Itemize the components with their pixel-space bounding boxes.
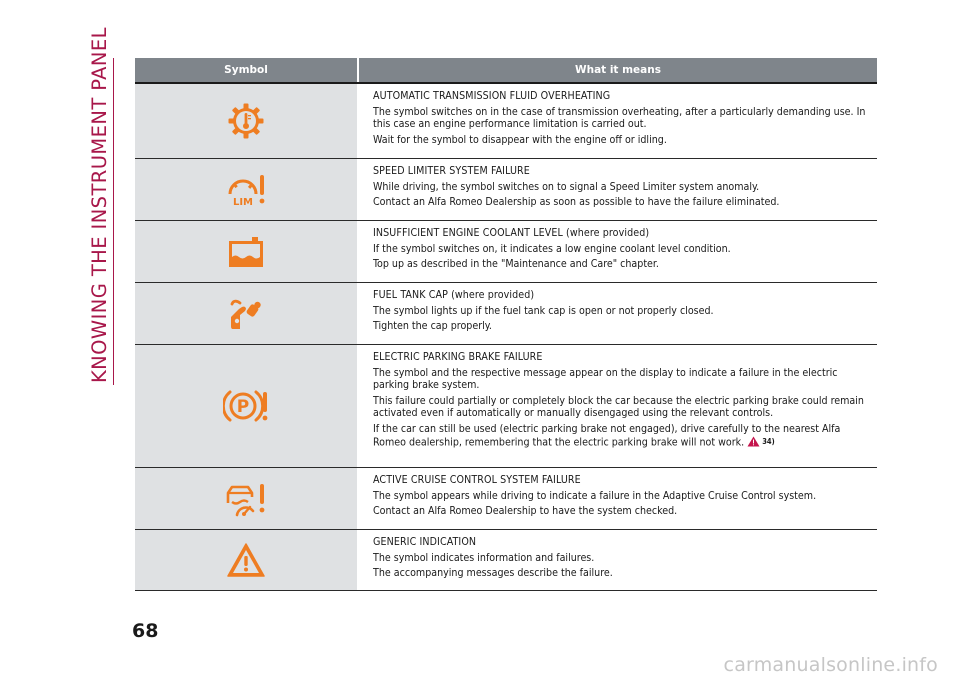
svg-text:P: P bbox=[236, 397, 250, 417]
description-cell bbox=[359, 221, 877, 282]
row-paragraph: Tighten the cap properly. bbox=[373, 320, 492, 333]
description-cell bbox=[359, 283, 877, 344]
warning-reference[interactable] bbox=[747, 436, 774, 449]
warning-triangle-icon bbox=[747, 436, 760, 447]
description-cell bbox=[359, 159, 877, 220]
row-paragraph: Contact an Alfa Romeo Dealership to have the system checked. bbox=[373, 505, 678, 518]
row-title: SPEED LIMITER SYSTEM FAILURE bbox=[373, 165, 530, 177]
parking-brake-failure-icon bbox=[223, 387, 269, 425]
row-title: ACTIVE CRUISE CONTROL SYSTEM FAILURE bbox=[373, 474, 581, 486]
symbol-cell bbox=[135, 345, 357, 467]
row-paragraph: Top up as described in the "Maintenance and Care" chapter. bbox=[373, 258, 659, 271]
symbol-cell bbox=[135, 221, 357, 282]
table-row bbox=[135, 84, 877, 159]
row-paragraph: Wait for the symbol to disappear with the engine off or idling. bbox=[373, 133, 667, 146]
fuel-cap-icon bbox=[226, 295, 266, 333]
symbol-cell bbox=[135, 530, 357, 590]
row-title: GENERIC INDICATION bbox=[373, 536, 477, 548]
description-cell bbox=[359, 345, 877, 467]
row-title: FUEL TANK CAP (where provided) bbox=[373, 289, 535, 301]
table-row bbox=[135, 530, 877, 591]
description-cell bbox=[359, 468, 877, 529]
row-title: AUTOMATIC TRANSMISSION FLUID OVERHEATING bbox=[373, 90, 611, 102]
table-row bbox=[135, 159, 877, 221]
description-cell bbox=[359, 530, 877, 590]
symbol-cell bbox=[135, 159, 357, 220]
row-paragraph: The symbol appears while driving to indicate a failure in the Adaptive Cruise Control system. bbox=[373, 489, 817, 502]
header-meaning: What it means bbox=[359, 58, 877, 82]
row-paragraph: Contact an Alfa Romeo Dealership as soon as possible to have the failure eliminated. bbox=[373, 196, 780, 209]
page-number: 68 bbox=[132, 620, 159, 642]
row-paragraph: If the car can still be used (electric parking brake not engaged), drive carefully to the nearest Alfa Romeo dealership, remembering that the electric parking brake will not work. bbox=[373, 422, 841, 448]
table-row bbox=[135, 468, 877, 530]
cruise-control-failure-icon bbox=[224, 481, 268, 517]
symbol-cell bbox=[135, 468, 357, 529]
table-row bbox=[135, 283, 877, 345]
row-paragraph: The accompanying messages describe the failure. bbox=[373, 567, 613, 580]
header-symbol: Symbol bbox=[135, 58, 357, 82]
description-cell bbox=[359, 84, 877, 158]
row-paragraph: This failure could partially or completely block the car because the electric parking brake could remain activated even if automatically or manually disengaged using the relevant controls. bbox=[373, 394, 864, 420]
symbols-table bbox=[135, 58, 877, 591]
row-paragraph: The symbol switches on in the case of transmission overheating, after a particularly demanding use. In this case an engine performance limitation is carried out. bbox=[373, 105, 866, 131]
transmission-temperature-icon bbox=[227, 102, 265, 140]
row-title: ELECTRIC PARKING BRAKE FAILURE bbox=[373, 351, 543, 363]
row-title: INSUFFICIENT ENGINE COOLANT LEVEL (where provided) bbox=[373, 227, 650, 239]
row-paragraph: If the symbol switches on, it indicates a low engine coolant level condition. bbox=[373, 242, 731, 255]
row-paragraph: While driving, the symbol switches on to signal a Speed Limiter system anomaly. bbox=[373, 180, 760, 193]
coolant-level-icon bbox=[226, 235, 266, 269]
row-paragraph-with-warning bbox=[373, 423, 867, 448]
table-header bbox=[135, 58, 877, 84]
warning-ref-number: 34) bbox=[762, 436, 775, 446]
general-warning-icon bbox=[226, 542, 266, 578]
speed-limiter-failure-icon bbox=[225, 172, 267, 208]
row-paragraph: The symbol and the respective message appear on the display to indicate a failure in the electric parking brake system. bbox=[373, 366, 838, 392]
symbol-cell bbox=[135, 283, 357, 344]
row-paragraph: The symbol lights up if the fuel tank cap is open or not properly closed. bbox=[373, 304, 714, 317]
svg-text:LIM: LIM bbox=[232, 196, 254, 208]
row-paragraph: The symbol indicates information and failures. bbox=[373, 551, 595, 564]
table-row bbox=[135, 221, 877, 283]
symbol-cell bbox=[135, 84, 357, 158]
table-row bbox=[135, 345, 877, 468]
side-rule bbox=[113, 58, 114, 385]
side-chapter-title: KNOWING THE INSTRUMENT PANEL bbox=[88, 27, 111, 383]
watermark: carmanualsonline.info bbox=[723, 654, 938, 676]
